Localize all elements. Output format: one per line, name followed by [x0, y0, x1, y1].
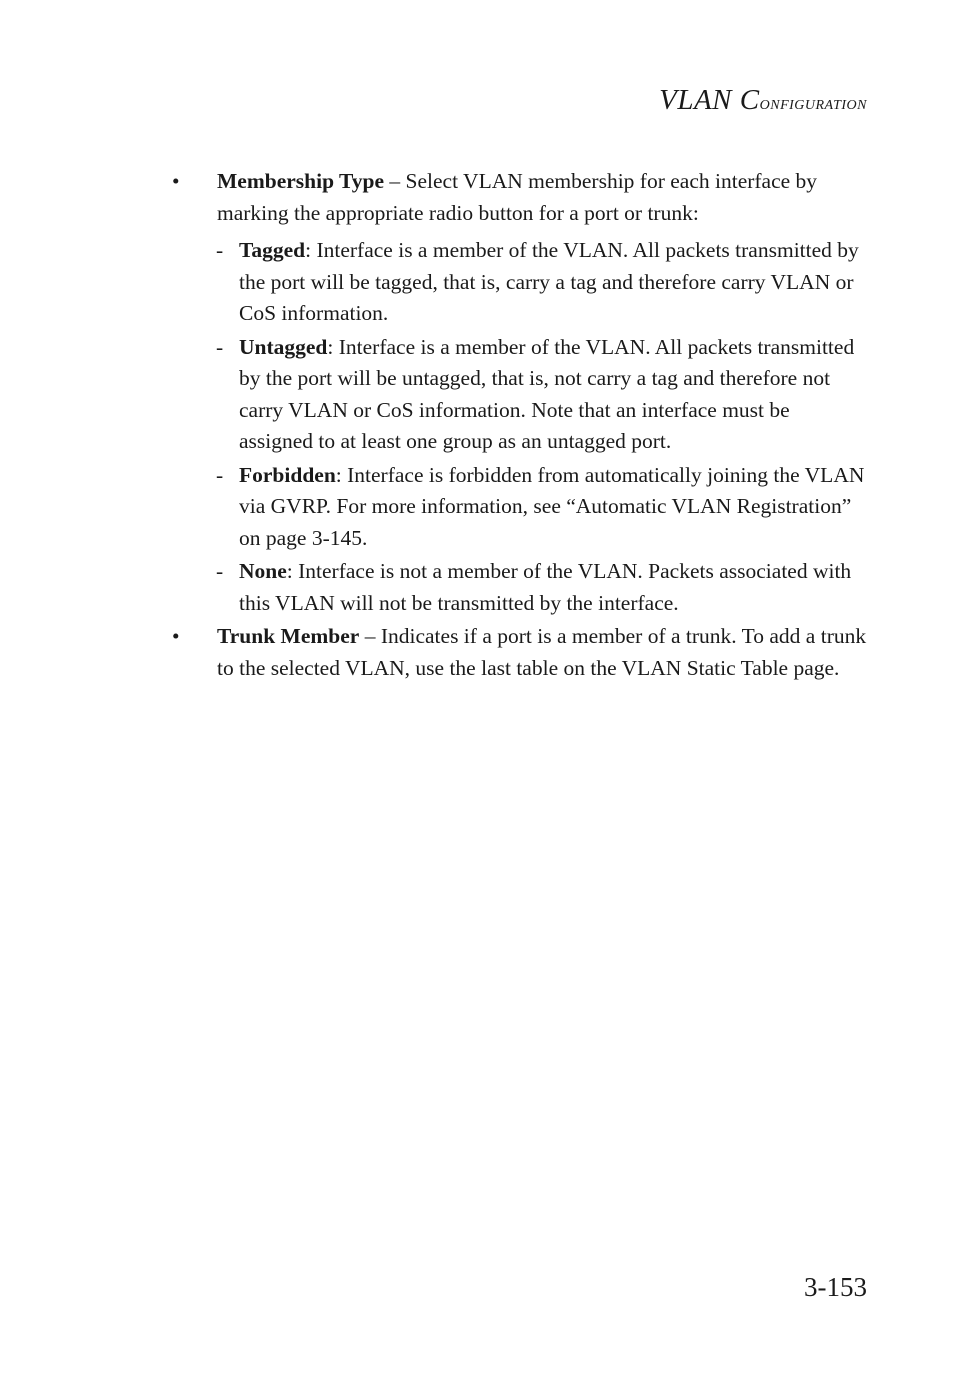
desc-forbidden: : Interface is forbidden from automatically joining the VLAN via GVRP. For more information, see “Automatic VLAN Registration” on page 3-145. — [239, 462, 865, 550]
body-content — [168, 166, 868, 684]
membership-options — [168, 235, 868, 619]
bullet-glyph: • — [172, 169, 180, 193]
sub-item-none — [168, 556, 868, 619]
running-header — [659, 84, 867, 117]
header-title-main: VLAN C — [659, 84, 760, 116]
dash-glyph: - — [216, 462, 224, 487]
bullet-trunk-member — [168, 621, 868, 684]
desc-tagged: : Interface is a member of the VLAN. All packets transmitted by the port will be tagged, that is, carry a tag and therefore carry VLAN or CoS information. — [239, 238, 859, 325]
term-none: None — [239, 559, 287, 583]
desc-none: : Interface is not a member of the VLAN. Packets associated with this VLAN will not be transmitted by the interface. — [239, 559, 852, 615]
sub-item-tagged — [168, 235, 868, 330]
desc-untagged: : Interface is a member of the VLAN. All packets transmitted by the port will be untagged, that is, not carry a tag and therefore not carry VLAN or CoS information. Note that an interface must be assigned to at least one group as an untagged port. — [239, 334, 855, 453]
dash-glyph: - — [216, 559, 224, 583]
desc-membership-type: – Select VLAN membership for each interface by marking the appropriate radio button for a port or trunk: — [217, 169, 818, 225]
term-tagged: Tagged — [239, 238, 306, 262]
term-untagged: Untagged — [239, 334, 328, 359]
term-membership-type: Membership Type — [217, 169, 385, 193]
bullet-membership-type — [168, 166, 868, 229]
header-title-small: onfiguration — [759, 92, 867, 114]
dash-glyph: - — [216, 238, 224, 262]
sub-item-forbidden — [168, 460, 868, 555]
bullet-glyph: • — [172, 624, 180, 648]
desc-trunk-member: – Indicates if a port is a member of a trunk. To add a trunk to the selected VLAN, use the last table on the VLAN Static Table page. — [217, 624, 867, 680]
dash-glyph: - — [216, 334, 224, 359]
term-forbidden: Forbidden — [239, 462, 336, 487]
page-number: 3-153 — [804, 1272, 867, 1302]
sub-item-untagged — [168, 332, 868, 458]
term-trunk-member: Trunk Member — [217, 624, 360, 648]
